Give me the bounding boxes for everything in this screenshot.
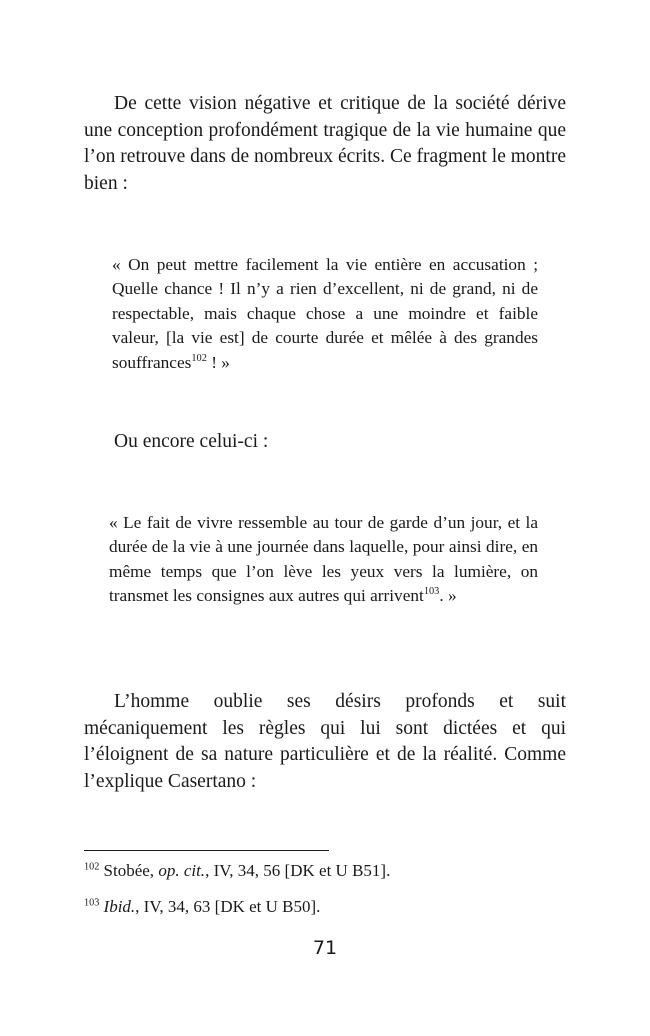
block-quote-1 xyxy=(112,253,538,375)
footnote-102 xyxy=(84,860,390,882)
body-paragraph-2: L’homme oublie ses désirs profonds et suit mécaniquement les règles qui lui sont dictées et qui l’éloignent de sa nature particulière et de la réalité. Comme l’explique Casertano : xyxy=(84,691,566,793)
block-quote-2 xyxy=(109,511,538,609)
footnote-text: , IV, 34, 56 [DK et U B51]. xyxy=(205,861,391,880)
footnote-citation: op. cit. xyxy=(158,861,206,880)
footnote-ref-102[interactable]: 102 xyxy=(191,352,207,364)
footnote-citation: Ibid. xyxy=(103,897,136,916)
footnote-103 xyxy=(84,896,320,918)
body-paragraph-1: De cette vision négative et critique de la société dérive une conception profondément tragique de la vie humaine que l’on retrouve dans de nombreux écrits. Ce fragment le montre bien : xyxy=(84,93,566,195)
footnote-text: Stobée, xyxy=(99,861,159,880)
footnote-number: 103 xyxy=(84,897,100,909)
transition-line: Ou encore celui-ci : xyxy=(114,431,269,452)
quote-2-end: . » xyxy=(439,586,457,606)
footnote-text: , IV, 34, 63 [DK et U B50]. xyxy=(135,897,321,916)
quote-2-text: « Le fait de vivre ressemble au tour de garde d’un jour, et la durée de la vie à une journée dans laquelle, pour ainsi dire, en même temps que l’on lève les yeux vers la lumière, on transmet les consignes aux autres qui arrivent xyxy=(109,513,538,606)
quote-1-end: ! » xyxy=(206,352,230,372)
footnote-separator xyxy=(84,850,329,851)
page-number: 71 xyxy=(312,937,338,959)
quote-1-text: « On peut mettre facilement la vie entière en accusation ; Quelle chance ! Il n’y a rien d’excellent, ni de grand, ni de respectable, mais chaque chose a une moindre et faible valeur, [la vie est] de courte durée et mêlée à des grandes souffrances xyxy=(112,255,538,372)
footnote-number: 102 xyxy=(84,861,100,873)
footnote-ref-103[interactable]: 103 xyxy=(423,586,440,598)
